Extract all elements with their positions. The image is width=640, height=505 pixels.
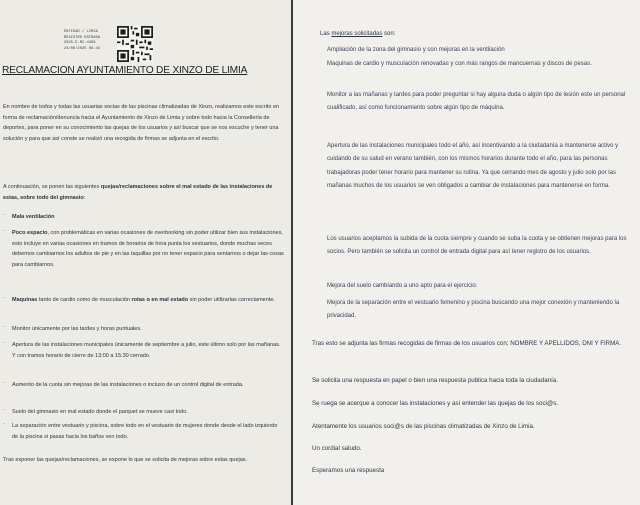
- improvement-item: Los usuarios aceptamos la subida de la cuota siempre y cuando se suba la cuota y se obtienen mejoras para los socios. Pero también se solicita un control de entrada digital para así tener registro de los usuarios.: [327, 236, 627, 256]
- improvement-item: Ampliación de la zona del gimnasio y con mejoras en la ventilación: [327, 47, 505, 53]
- improvements-lead-c: son:: [382, 31, 396, 37]
- qr-code-icon: [117, 26, 153, 62]
- registry-stamp: [64, 30, 112, 52]
- complaint-text-2: sin poder utilizarlas correctamente.: [188, 297, 275, 303]
- response-request: Se solicita una respuesta en papel o bien una respuesta publica hacia toda la ciudadanía.: [312, 377, 558, 384]
- improvements-lead-a: Las: [320, 31, 332, 37]
- complaint-text: , con problemáticas en varias ocasiones de overbooking sin poder utilizar bien sus instalaciones, esto incluye en varias ocasiones en tramos de horarios de hora punta los vestuarios, donde muchas veces debemos cambiarnos los adultos de pie y en las taquillas por no tener espacio para sentarnos o dejar las cosas para cambiarnos.: [12, 230, 284, 269]
- complaint-bold: Mala ventilación: [12, 214, 55, 220]
- complaint-item: [3, 228, 285, 271]
- bullet-icon: -: [3, 340, 5, 346]
- complaints-closing: Tras exponer las quejas/reclamaciones, se expone lo que se solicita de mejoras sobre estas quejas.: [3, 457, 248, 463]
- complaint-text: Suelo del gimnasio en mal estado donde el parquet se mueve casi todo.: [12, 409, 188, 415]
- complaint-text: Apertura de las instalaciones municipales únicamente de septiembre a julio, este último solo por las mañanas. Y con tramos horario de cierre de 13:00 a 15:30 cerrado.: [12, 342, 281, 359]
- signatures-note: Tras esto se adjunta las firmas recogidas de firmas de los usuarios con; NOMBRE Y APELLIDOS, DNI Y FIRMA.: [312, 340, 622, 347]
- complaint-item: [3, 421, 285, 442]
- sign-off: Atentamente los usuarios soci@s de las piscinas climatizadas de Xinzo de Limia.: [312, 423, 535, 430]
- greeting: Un cordial saludo.: [312, 445, 362, 452]
- stamp-line-1: ENTIDAD / LIMIA: [64, 30, 98, 34]
- improvement-item: Mejora de la separación entre el vestuario femenino y piscina buscando una mejor conexión y manteniendo la privacidad.: [327, 300, 620, 320]
- improvement-item: Apertura de las instalaciones municipales todo el año, así incentivando a la ciudadanía a mantenerse activo y cuidando de su salud en verano también, con los mismos horarios durante todo el año, para las personas trabajadoras poder tener horario para mantener su rutina. Ya que cerrando mes de agosto y julio solo por las mañanas muchos de los usuarios se ven obligados a cambiar de instalaciones para mantenerse en forma.: [327, 143, 619, 189]
- complaint-item: [3, 212, 285, 223]
- stamp-line-4: 24/06/2025 09:44: [64, 46, 101, 51]
- improvement-item: Maquinas de cardio y musculación renovadas y con más rangos de mancuernas y discos de pesas.: [327, 61, 592, 67]
- improvements-lead-underlined: mejoras solicitadas: [331, 31, 383, 37]
- improvement-item: Mejora del suelo cambiando a uno apto para el ejercicio.: [327, 283, 478, 289]
- complaint-item: [3, 324, 285, 335]
- complaint-bold: Maquinas: [12, 297, 38, 303]
- complaint-text: Monitor únicamente por las tardes y horas puntuales.: [12, 326, 142, 332]
- complaint-item: [3, 295, 285, 306]
- complaints-lead: [3, 182, 285, 203]
- bullet-icon: -: [3, 295, 5, 301]
- complaint-text: Aumento de la cuota sin mejoras de las instalaciones o incluso de un control digital de entrada.: [12, 382, 244, 388]
- bullet-icon: -: [3, 421, 5, 427]
- complaint-item: [3, 380, 285, 391]
- complaints-lead-bold: quejas/reclamaciones sobre el mal estado de las instalaciones de estas, sobre todo del gimnasio: [3, 184, 273, 201]
- complaint-text: La separación entre vestuario y piscina, sobre todo en el vestuario de mujeres donde desde el lado izquierdo de la piscina si pasas hacia los baños ven todo.: [12, 423, 278, 440]
- bullet-icon: -: [3, 228, 5, 234]
- stamp-line-2: REXISTRO ENTRADA: [64, 35, 101, 40]
- stamp-line-3: 2025-E-RC-4369: [64, 41, 96, 46]
- bullet-icon: -: [3, 407, 5, 413]
- complaint-item: [3, 340, 285, 361]
- bullet-icon: -: [3, 324, 5, 330]
- complaints-lead-colon: :: [83, 194, 86, 201]
- page-right: [293, 0, 640, 505]
- intro-paragraph: En nombre de todos y todas las usuarias socias de las piscinas climatizadas de Xinzo, realizamos este escrito en forma de reclamación/denuncia hacia el Ayuntamiento de Xinzo de Limia y sobre todo hacia la Consellería de deportes, para poner en su conocimiento las quejas de los usuarios y así buscar que se nos escuche y tener una solución y para que así conste se realizó una recogida de firmas se adjunta en el escrito.: [3, 104, 280, 143]
- bullet-icon: -: [3, 380, 5, 386]
- improvements-lead: [320, 28, 395, 41]
- page-left: [0, 0, 291, 505]
- awaiting-reply: Esperamos una respuesta: [312, 467, 385, 474]
- complaint-text: tanto de cardio como de musculación: [37, 297, 132, 303]
- complaints-lead-text: A continuación, se ponen las siguientes: [3, 184, 101, 190]
- complaint-bold-2: rotas o en mal estado: [131, 297, 189, 303]
- complaint-bold: Poco espacio: [12, 230, 48, 236]
- complaint-item: [3, 407, 285, 418]
- improvement-item: Monitor a las mañanas y tardes para poder preguntar si hay alguna duda o algún tipo de lesión este un personal cualificado, así como funcionamiento sobre algún tipo de máquina.: [327, 92, 626, 112]
- document-title: RECLAMACION AYUNTAMIENTO DE XINZO DE LIMIA: [2, 65, 248, 76]
- visit-request: Se ruega se acerque a conocer las instalaciones y así entender las quejas de los soci@s.: [312, 400, 559, 407]
- bullet-icon: -: [3, 212, 5, 218]
